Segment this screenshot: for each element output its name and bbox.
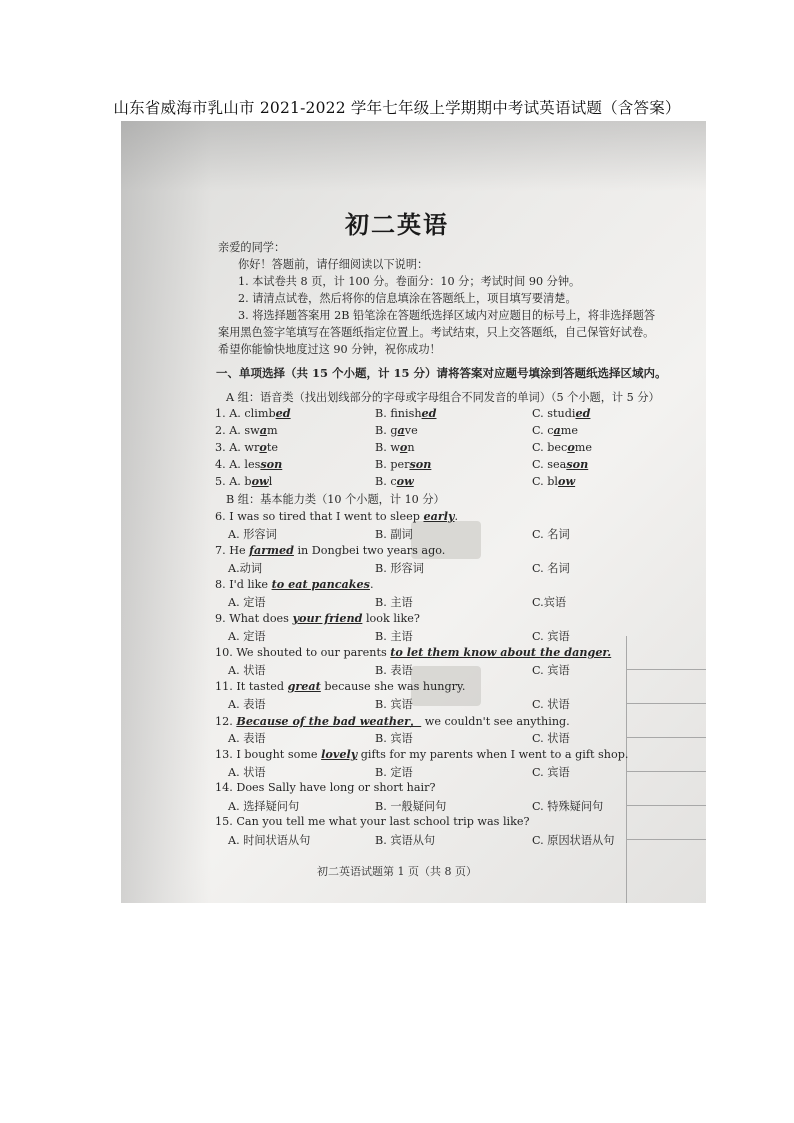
- option-text: l: [268, 475, 273, 488]
- option-text: A. 时间状语从句: [228, 834, 311, 847]
- option-b: [375, 798, 446, 814]
- underlined-phrase: early: [423, 509, 455, 523]
- stem-text: because she was hungry.: [320, 680, 466, 693]
- group-a-heading: A 组：语音类（找出划线部分的字母或字母组合不同发音的单词）（5 个小题，计 5 分）: [226, 391, 660, 404]
- option-a: [228, 526, 277, 542]
- underlined-letters: o: [399, 440, 408, 454]
- underlined-phrase: your friend: [292, 611, 363, 625]
- background-table-line: [626, 839, 706, 840]
- option-c: [532, 560, 570, 576]
- page-footer: 初二英语试题第 1 页（共 8 页）: [317, 865, 477, 878]
- question-stem: [215, 577, 374, 591]
- option-text: C. bec: [532, 441, 568, 454]
- underlined-letters: son: [409, 457, 432, 471]
- option-a: [228, 832, 310, 848]
- stem-text: .: [369, 578, 374, 591]
- option-text: C. 特殊疑问句: [532, 800, 604, 813]
- option-text: te: [266, 441, 278, 454]
- option-text: A. 选择疑问句: [228, 800, 300, 813]
- stem-text: 15. Can you tell me what your last school trip was like?: [215, 815, 530, 828]
- option-text: C. 名词: [532, 562, 570, 575]
- option-b: [375, 832, 435, 848]
- greeting: 亲爱的同学：: [218, 241, 286, 254]
- option-text: C. 名词: [532, 528, 570, 541]
- option-text: B. 一般疑问句: [375, 800, 447, 813]
- option-a: [215, 406, 291, 420]
- underlined-letters: ed: [275, 406, 291, 420]
- underlined-phrase: lovely: [321, 747, 358, 761]
- option-c: [532, 628, 570, 644]
- option-c: [532, 457, 588, 471]
- stem-text: 13. I bought some: [215, 748, 322, 761]
- stem-text: 10. We shouted to our parents: [215, 646, 391, 659]
- option-a: [228, 662, 266, 678]
- underlined-letters: son: [260, 457, 283, 471]
- option-text: B. 宾语从句: [375, 834, 436, 847]
- option-text: C.宾语: [532, 596, 567, 609]
- option-text: A. 定语: [228, 630, 266, 643]
- option-c: [532, 764, 570, 780]
- option-text: B. 宾语: [375, 698, 413, 711]
- option-b: [375, 696, 413, 712]
- option-text: B. 形容词: [375, 562, 424, 575]
- underlined-letters: ed: [421, 406, 437, 420]
- stem-text: 14. Does Sally have long or short hair?: [215, 781, 436, 794]
- question-stem: [215, 713, 570, 729]
- option-a: [228, 594, 266, 610]
- option-text: me: [574, 441, 593, 454]
- option-text: ve: [404, 424, 418, 437]
- stem-text: 8. I'd like: [215, 578, 272, 591]
- option-text: B. 宾语: [375, 732, 413, 745]
- underlined-phrase: to let them know about the danger.: [390, 645, 612, 659]
- underlined-phrase: to eat pancakes: [271, 577, 370, 591]
- option-b: [375, 423, 418, 437]
- background-table-line: [626, 669, 706, 670]
- underlined-letters: ed: [575, 406, 591, 420]
- underlined-letters: a: [553, 423, 561, 437]
- option-text: C. bl: [532, 475, 559, 488]
- option-a: [228, 798, 299, 814]
- option-b: [375, 730, 413, 746]
- stem-text: 11. It tasted: [215, 680, 288, 693]
- option-c: [532, 440, 592, 454]
- background-table-line: [626, 703, 706, 704]
- option-b: [375, 594, 413, 610]
- option-b: [375, 406, 436, 420]
- option-c: [532, 406, 590, 420]
- question-stem: [215, 611, 420, 625]
- stem-text: 7. He: [215, 544, 250, 557]
- option-text: B. g: [375, 424, 398, 437]
- underlined-phrase: Because of the bad weather，: [236, 714, 422, 728]
- underlined-letters: ow: [558, 474, 576, 488]
- stem-text: in Dongbei two years ago.: [293, 544, 446, 557]
- stem-text: 6. I was so tired that I went to sleep: [215, 510, 424, 523]
- option-text: A. 定语: [228, 596, 266, 609]
- stem-text: look like?: [362, 612, 420, 625]
- option-text: C. 状语: [532, 732, 570, 745]
- underlined-phrase: great: [287, 679, 321, 693]
- question-stem: [215, 747, 628, 761]
- option-a: [228, 730, 266, 746]
- underlined-letters: ow: [396, 474, 414, 488]
- option-text: C. 宾语: [532, 664, 570, 677]
- option-text: B. 表语: [375, 664, 413, 677]
- option-b: [375, 526, 413, 542]
- option-text: C. c: [532, 424, 554, 437]
- option-text: B. w: [375, 441, 400, 454]
- option-text: C. sea: [532, 458, 567, 471]
- option-a: [228, 696, 266, 712]
- option-text: C. 状语: [532, 698, 570, 711]
- question-stem: [215, 509, 458, 523]
- option-text: n: [407, 441, 415, 454]
- group-b-heading: B 组：基本能力类（10 个小题，计 10 分）: [226, 493, 445, 506]
- option-text: B. 定语: [375, 766, 413, 779]
- option-c: [532, 662, 570, 678]
- option-b: [375, 764, 413, 780]
- option-c: [532, 798, 603, 814]
- underlined-letters: o: [567, 440, 575, 454]
- question-stem: [215, 645, 611, 659]
- note-5: 希望你能愉快地度过这 90 分钟，祝你成功！: [218, 343, 441, 356]
- option-text: B. finish: [375, 407, 422, 420]
- option-text: A.动词: [228, 562, 263, 575]
- document-title: 山东省威海市乳山市 2021-2022 学年七年级上学期期中考试英语试题（含答案）: [113, 99, 681, 117]
- option-text: C. studi: [532, 407, 576, 420]
- question-stem: [215, 679, 465, 693]
- option-text: 3. A. wr: [215, 441, 260, 454]
- option-a: [228, 764, 266, 780]
- option-c: [532, 474, 575, 488]
- option-b: [375, 457, 431, 471]
- option-text: B. c: [375, 475, 397, 488]
- option-a: [215, 474, 272, 488]
- option-text: 1. A. climb: [215, 407, 276, 420]
- note-3: 3. 将选择题答案用 2B 铅笔涂在答题纸选择区域内对应题目的标号上，将非选择题答: [238, 309, 656, 322]
- option-a: [228, 628, 266, 644]
- option-c: [532, 594, 566, 610]
- option-text: m: [267, 424, 278, 437]
- option-a: [228, 560, 262, 576]
- background-table-line: [626, 805, 706, 806]
- option-text: 5. A. b: [215, 475, 252, 488]
- exam-title: 初二英语: [345, 210, 449, 239]
- option-a: [215, 440, 278, 454]
- option-b: [375, 662, 413, 678]
- option-text: A. 表语: [228, 732, 266, 745]
- option-b: [375, 628, 413, 644]
- option-c: [532, 526, 570, 542]
- option-text: B. 主语: [375, 630, 413, 643]
- option-text: B. 副词: [375, 528, 413, 541]
- option-text: A. 状语: [228, 664, 266, 677]
- option-text: C. 宾语: [532, 766, 570, 779]
- option-c: [532, 832, 614, 848]
- stem-text: 9. What does: [215, 612, 293, 625]
- underlined-phrase: farmed: [249, 543, 294, 557]
- option-c: [532, 696, 570, 712]
- question-stem: [215, 543, 445, 557]
- option-text: me: [560, 424, 579, 437]
- option-text: 2. A. sw: [215, 424, 260, 437]
- stem-text: we couldn't see anything.: [421, 715, 570, 728]
- option-b: [375, 440, 415, 454]
- underlined-letters: a: [397, 423, 405, 437]
- option-text: C. 原因状语从句: [532, 834, 615, 847]
- question-stem: [215, 815, 530, 828]
- underlined-letters: ow: [251, 474, 269, 488]
- option-text: A. 表语: [228, 698, 266, 711]
- option-b: [375, 474, 414, 488]
- background-table-line: [626, 771, 706, 772]
- stem-text: 12.: [215, 715, 237, 728]
- option-text: A. 形容词: [228, 528, 277, 541]
- stem-text: gifts for my parents when I went to a gift shop.: [357, 748, 629, 761]
- option-a: [215, 423, 278, 437]
- option-text: B. per: [375, 458, 410, 471]
- background-table-line: [626, 737, 706, 738]
- option-text: B. 主语: [375, 596, 413, 609]
- note-2: 2. 请清点试卷，然后将你的信息填涂在答题纸上，项目填写要清楚。: [238, 292, 577, 305]
- option-text: 4. A. les: [215, 458, 261, 471]
- underlined-letters: a: [259, 423, 267, 437]
- stem-text: .: [454, 510, 459, 523]
- option-text: A. 状语: [228, 766, 266, 779]
- underlined-letters: o: [259, 440, 267, 454]
- question-stem: [215, 781, 435, 794]
- option-a: [215, 457, 282, 471]
- option-text: C. 宾语: [532, 630, 570, 643]
- option-c: [532, 730, 570, 746]
- option-c: [532, 423, 578, 437]
- intro: 你好！答题前，请仔细阅读以下说明：: [238, 258, 429, 271]
- section-1-heading: 一、单项选择（共 15 个小题，计 15 分）请将答案对应题号填涂到答题纸选择区域内。: [216, 366, 667, 380]
- note-1: 1. 本试卷共 8 页，计 100 分。卷面分：10 分；考试时间 90 分钟。: [238, 275, 581, 288]
- underlined-letters: son: [566, 457, 589, 471]
- note-4: 案用黑色签字笔填写在答题纸指定位置上。考试结束，只上交答题纸，自己保管好试卷。: [218, 326, 655, 339]
- option-b: [375, 560, 424, 576]
